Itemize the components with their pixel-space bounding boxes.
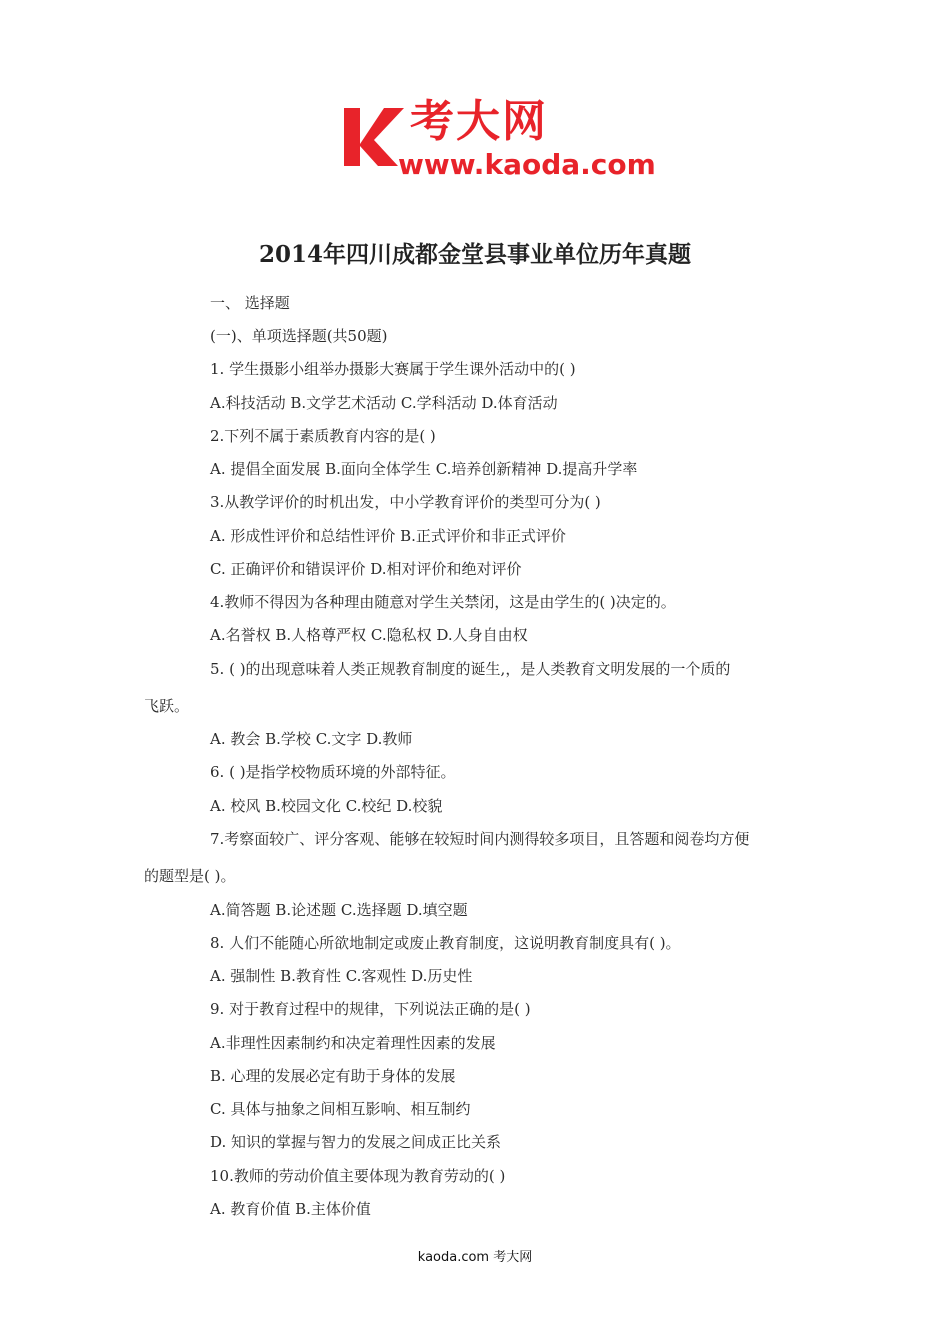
options-8: A. 强制性 B.教育性 C.客观性 D.历史性 <box>210 967 473 985</box>
options-3-ab: A. 形成性评价和总结性评价 B.正式评价和非正式评价 <box>210 527 566 545</box>
subsection-heading: (一)、单项选择题(共50题) <box>210 327 388 345</box>
question-5-cont: 飞跃。 <box>144 697 190 715</box>
options-6: A. 校风 B.校园文化 C.校纪 D.校貌 <box>210 797 443 815</box>
options-2: A. 提倡全面发展 B.面向全体学生 C.培养创新精神 D.提高升学率 <box>210 460 638 478</box>
logo-brand-text: 考大网 <box>410 96 548 147</box>
options-3-cd: C. 正确评价和错误评价 D.相对评价和绝对评价 <box>210 560 522 578</box>
options-1: A.科技活动 B.文学艺术活动 C.学科活动 D.体育活动 <box>210 394 558 412</box>
question-8: 8. 人们不能随心所欲地制定或废止教育制度，这说明教育制度具有( )。 <box>210 934 681 952</box>
question-7-cont: 的题型是( )。 <box>144 867 236 885</box>
question-5: 5. ( )的出现意味着人类正规教育制度的诞生,，是人类教育文明发展的一个质的 <box>210 660 731 678</box>
question-4: 4.教师不得因为各种理由随意对学生关禁闭，这是由学生的( )决定的。 <box>210 593 676 611</box>
question-3: 3.从教学评价的时机出发，中小学教育评价的类型可分为( ) <box>210 493 601 511</box>
logo-url-text: www.kaoda.com <box>398 148 656 181</box>
document-title: 2014年四川成都金堂县事业单位历年真题 <box>258 241 691 268</box>
kaoda-logo <box>340 96 670 186</box>
question-10: 10.教师的劳动价值主要体现为教育劳动的( ) <box>210 1167 506 1185</box>
section-heading: 一、 选择题 <box>210 294 290 312</box>
question-7: 7.考察面较广、评分客观、能够在较短时间内测得较多项目，且答题和阅卷均方便 <box>210 830 750 848</box>
option-9c: C. 具体与抽象之间相互影响、相互制约 <box>210 1100 471 1118</box>
page-footer: kaoda.com 考大网 <box>417 1250 533 1265</box>
option-9a: A.非理性因素制约和决定着理性因素的发展 <box>210 1034 496 1052</box>
options-4: A.名誉权 B.人格尊严权 C.隐私权 D.人身自由权 <box>210 626 528 644</box>
options-7: A.简答题 B.论述题 C.选择题 D.填空题 <box>210 901 468 919</box>
question-9: 9. 对于教育过程中的规律，下列说法正确的是( ) <box>210 1000 531 1018</box>
question-2: 2.下列不属于素质教育内容的是( ) <box>210 427 436 445</box>
options-5: A. 教会 B.学校 C.文字 D.教师 <box>210 730 413 748</box>
options-10: A. 教育价值 B.主体价值 <box>210 1200 371 1218</box>
option-9b: B. 心理的发展必定有助于身体的发展 <box>210 1067 456 1085</box>
option-9d: D. 知识的掌握与智力的发展之间成正比关系 <box>210 1133 502 1151</box>
question-1: 1. 学生摄影小组举办摄影大赛属于学生课外活动中的( ) <box>210 360 576 378</box>
question-6: 6. ( )是指学校物质环境的外部特征。 <box>210 763 456 781</box>
